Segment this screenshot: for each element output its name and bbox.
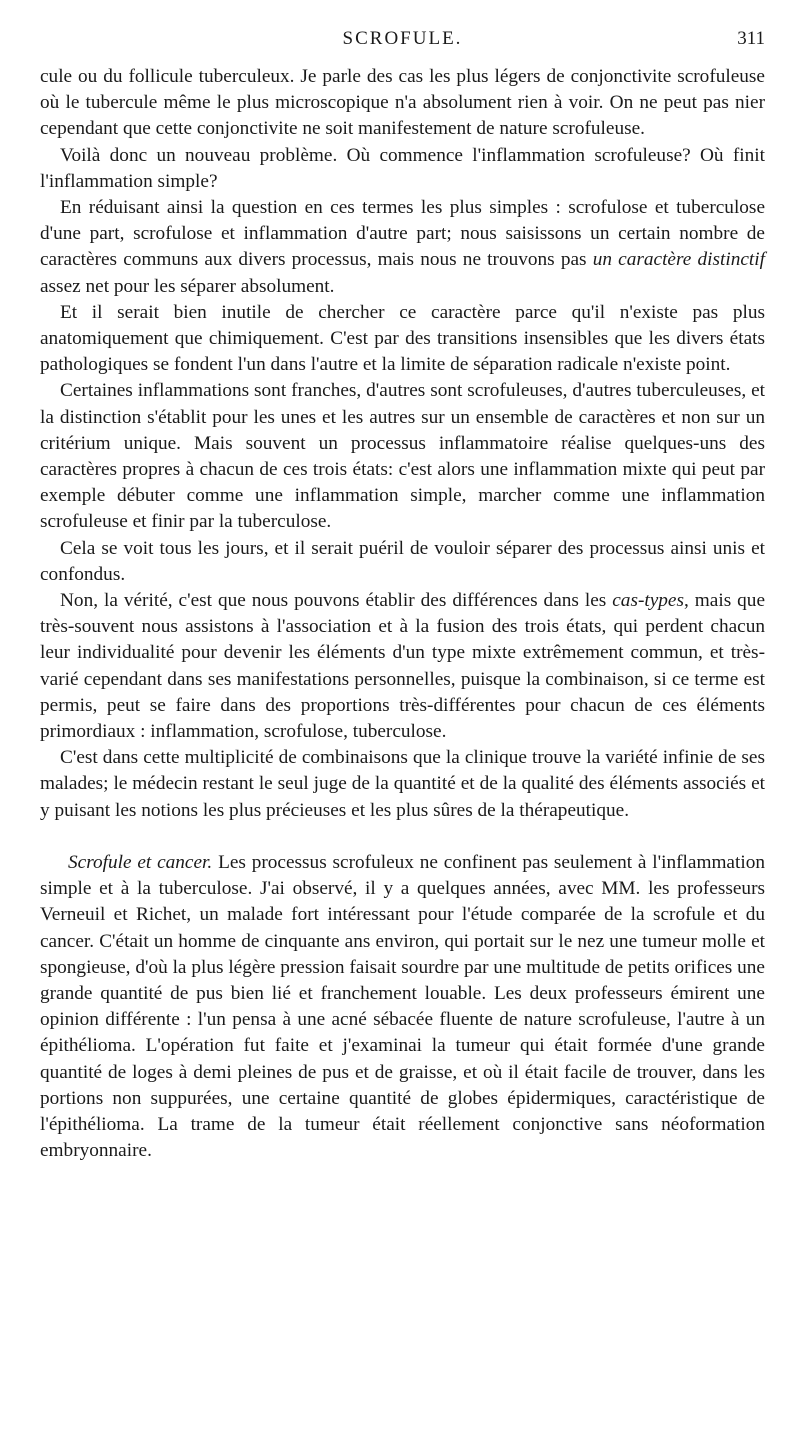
- footer-marks: [40, 1398, 765, 1414]
- section-text: Les processus scrofuleux ne confinent pas seulement à l'inflammation simple et à la tuberculose. J'ai observé, il y a quelques années, avec MM. les professeurs Verneuil et Richet, un malade fort intéressant pour l'étude comparée de la scrofule et du cancer. C'était un homme de cinquante ans environ, qui portait sur le nez une tumeur molle et spongieuse, d'où la plus légère pression faisait sourdre par une multitude de petits orifices une grande quantité de pus bien lié et franchement louable. Les deux professeurs émirent une opinion différente : l'un pensa à une acné sébacée fluente de nature scrofuleuse, l'autre à un épithélioma. L'opération fut faite et j'examinai la tumeur qui était formée d'une grande quantité de loges à demi pleines de pus et de graisse, et où il était facile de trouver, dans les portions non suppurées, une certaine quantité de globes épidermiques, caractéristique de l'épithélioma. La trame de la tumeur était réellement conjonctive sans néoformation embryonnaire.: [40, 851, 765, 1162]
- italic-phrase: cas-types: [612, 590, 684, 612]
- paragraph: Certaines inflammations sont franches, d'autres sont scrofuleuses, d'autres tuberculeuses, et la distinction s'établit pour les unes et les autres sur un ensemble de caractères et non sur un critérium unique. Mais souvent un processus inflammatoire réalise quelques-uns des caractères propres à chacun de ces trois états: c'est alors une inflammation mixte qui peut par exemple débuter comme une inflammation simple, marcher comme une inflammation scrofuleuse et finir par la tuberculose.: [40, 380, 765, 533]
- body-text: [40, 64, 765, 1164]
- paragraph-text: Non, la vérité, c'est que nous pouvons établir des différences dans les: [60, 590, 613, 612]
- section-paragraph: [40, 850, 765, 1164]
- paragraph-text: , mais que très-souvent nous assistons à l'association et à la fusion des trois états, qui perdent chacun leur individualité pour devenir les éléments d'un type mixte extrêmement commun, et très-varié cependant dans ses manifestations personnelles, puisque la combinaison, si ce terme est permis, peut se faire dans des proportions très-différentes pour chacun de ces éléments primordiaux : inflammation, scrofulose, tuberculose.: [40, 590, 765, 743]
- paragraph: [40, 588, 765, 745]
- running-title: SCROFULE.: [342, 28, 463, 49]
- paragraph: cule ou du follicule tuberculeux. Je parle des cas les plus légers de conjonctivite scrofuleuse où le tubercule même le plus microscopique n'a absolument rien à voir. On ne peut pas nier cependant que cette conjonctivite ne soit manifestement de nature scrofuleuse.: [40, 66, 765, 140]
- paragraph: C'est dans cette multiplicité de combinaisons que la clinique trouve la variété infinie de ses malades; le médecin restant le seul juge de la quantité et de la qualité des éléments associés et y puisant les notions les plus précieuses et les plus sûres de la thérapeutique.: [40, 747, 765, 821]
- italic-phrase: un caractère distinctif: [592, 249, 765, 271]
- paragraph: Et il serait bien inutile de chercher ce caractère parce qu'il n'existe pas plus anatomiquement que chimiquement. C'est par des transitions insensibles que les divers états pathologiques se fondent l'un dans l'autre et la limite de séparation radicale n'existe point.: [40, 301, 765, 376]
- section-heading: Scrofule et cancer.: [68, 851, 213, 873]
- page-number: 311: [737, 28, 765, 49]
- paragraph-text: assez net pour les séparer absolument.: [40, 275, 335, 297]
- paragraph: Voilà donc un nouveau problème. Où commence l'inflammation scrofuleuse? Où finit l'inflammation simple?: [40, 144, 765, 192]
- page-header: [40, 28, 765, 58]
- paragraph-text: En réduisant ainsi la question en ces termes les plus simples : scrofulose et tuberculose d'une part, scrofulose et inflammation d'autre part; nous saisissons un certain nombre de caractères communs aux divers processus, mais nous ne trouvons pas: [40, 197, 765, 271]
- paragraph: [40, 195, 765, 300]
- paragraph: Cela se voit tous les jours, et il serait puéril de vouloir séparer des processus ainsi unis et confondus.: [40, 537, 765, 585]
